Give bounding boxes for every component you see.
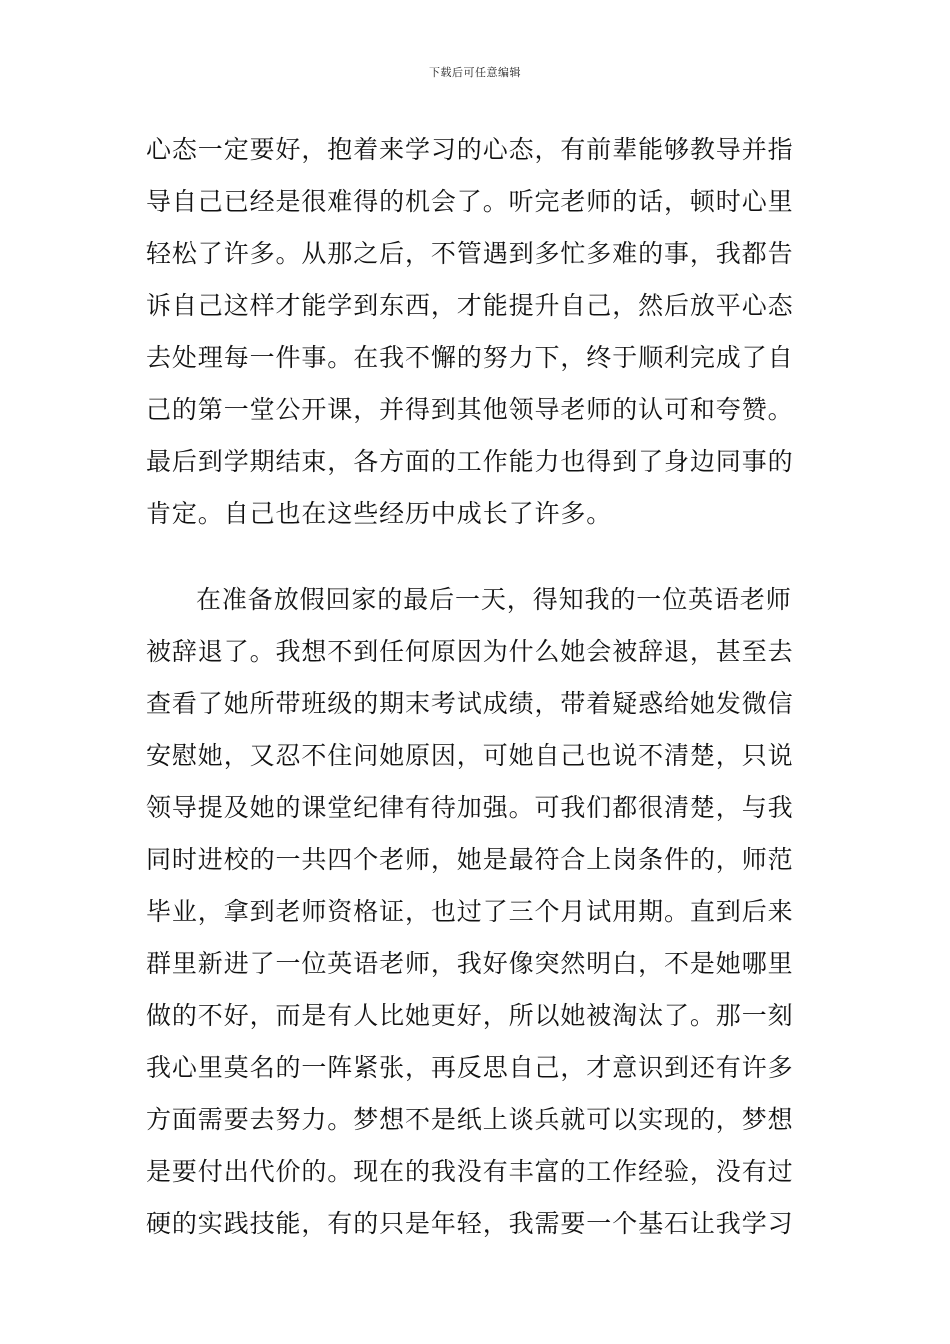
text-line: 最后到学期结束，各方面的工作能力也得到了身边同事的 <box>146 447 794 476</box>
text-line: 安慰她，又忍不住问她原因，可她自己也说不清楚，只说 <box>146 741 794 770</box>
text-line: 被辞退了。我想不到任何原因为什么她会被辞退，甚至去 <box>146 637 794 666</box>
text-line: 硬的实践技能，有的只是年轻，我需要一个基石让我学习 <box>146 1209 794 1238</box>
text-line: 诉自己这样才能学到东西，才能提升自己，然后放平心态 <box>146 291 794 320</box>
text-line: 我心里莫名的一阵紧张，再反思自己，才意识到还有许多 <box>146 1053 794 1082</box>
paragraph-1 <box>146 124 806 540</box>
text-line: 去处理每一件事。在我不懈的努力下，终于顺利完成了自 <box>146 343 794 372</box>
text-line: 肯定。自己也在这些经历中成长了许多。 <box>146 499 613 528</box>
text-line: 心态一定要好，抱着来学习的心态，有前辈能够教导并指 <box>146 135 794 164</box>
text-line: 领导提及她的课堂纪律有待加强。可我们都很清楚，与我 <box>146 793 794 822</box>
text-line: 毕业，拿到老师资格证，也过了三个月试用期。直到后来 <box>146 897 794 926</box>
text-line: 己的第一堂公开课，并得到其他领导老师的认可和夸赞。 <box>146 395 794 424</box>
text-line: 是要付出代价的。现在的我没有丰富的工作经验，没有过 <box>146 1157 794 1186</box>
text-line: 做的不好，而是有人比她更好，所以她被淘汰了。那一刻 <box>146 1001 794 1030</box>
text-line: 查看了她所带班级的期末考试成绩，带着疑惑给她发微信 <box>146 689 794 718</box>
text-line: 同时进校的一共四个老师，她是最符合上岗条件的，师范 <box>146 845 794 874</box>
text-line: 在准备放假回家的最后一天，得知我的一位英语老师 <box>196 585 792 614</box>
page-header-note: 下载后可任意编辑 <box>429 66 521 79</box>
text-line: 导自己已经是很难得的机会了。听完老师的话，顿时心里 <box>146 187 794 216</box>
text-line: 群里新进了一位英语老师，我好像突然明白，不是她哪里 <box>146 949 794 978</box>
text-line: 方面需要去努力。梦想不是纸上谈兵就可以实现的，梦想 <box>146 1105 794 1134</box>
paragraph-2 <box>146 574 806 1250</box>
text-line: 轻松了许多。从那之后，不管遇到多忙多难的事，我都告 <box>146 239 794 268</box>
